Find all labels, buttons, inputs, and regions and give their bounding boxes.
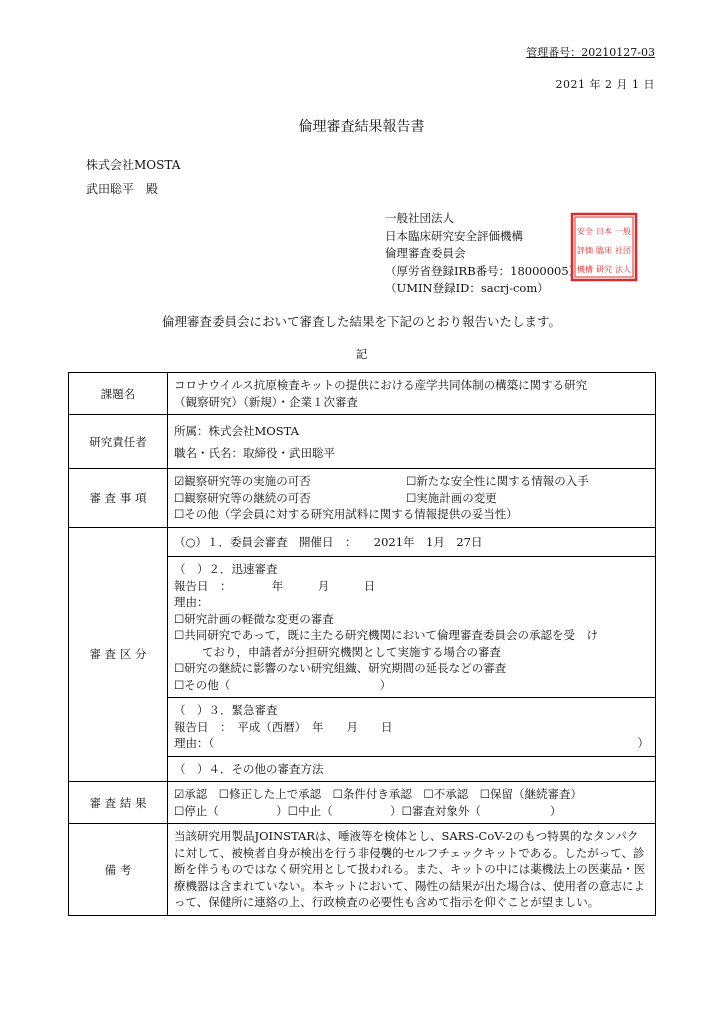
review-item-checkbox[interactable]: ☐新たな安全性に関する情報の入手 [406,474,589,488]
ki-marker: 記 [355,347,368,361]
emergency-title: （ ）３．緊急審査 [174,703,278,717]
recipient-person: 武田聡平 殿 [86,182,159,196]
issuer-line: （厚労省登録IRB番号：18000005） [385,263,581,278]
result-options[interactable]: ☑承認 ☐修正した上で承認 ☐条件付き承認 ☐不承認 ☐保留（継続審査） [174,787,583,801]
seal-glyph: 研究 [596,265,612,274]
intro-statement: 倫理審査委員会において審査した結果を下記のとおり報告いたします。 [161,314,561,329]
review-type-content [168,527,656,782]
table-row [69,469,656,528]
seal-glyph: 機構 [577,265,593,274]
issuer-block [385,210,580,298]
result-content [168,782,656,824]
table-row [69,824,656,916]
review-item-checkbox[interactable]: ☐その他（学会員に対する研究用試料に関する情報提供の妥当性） [174,507,518,521]
expedited-review [168,557,655,698]
seal-glyph: 一般 [615,227,631,236]
seal-glyph: 日本 [596,227,612,236]
topic-line: コロナウイルス抗原検査キットの提供における産学共同体制の構築に関する研究 [174,378,588,392]
investigator-content [168,415,656,469]
expedited-title: （ ）２．迅速審査 [174,562,278,576]
seal-glyph: 安全 [577,227,593,236]
expedited-reason: 理由： [174,595,209,609]
seal-glyph: 評価 [577,246,593,255]
official-seal-icon [570,212,638,282]
topic-content [168,373,656,415]
investigator-label: 研究責任者 [69,415,168,469]
seal-glyph: 社団 [615,246,631,255]
recipient-company: 株式会社MOSTA [86,158,181,172]
management-number: 管理番号：20210127-03 [526,46,655,59]
investigator-name: 職名・氏名：取締役・武田聡平 [174,445,335,460]
remarks-text: 当該研究用製品JOINSTARは、唾液等を検体とし、SARS-CoV-2のもつ特異的なタンパクに対して、被検者自身が検出を行う非侵襲的セルフチェックキットである。したがって、診断を伴うものではなく研究用として扱われる。また、キットの中には薬機法上の医薬品・医療機器は含まれていない。本キットにおいて、陽性の結果が出た場合は、使用者の意志によって、保健所に連絡の上、行政検査の必要性も含めて指示を仰ぐことが望ましい。 [168,824,656,916]
table-row [69,373,656,415]
document-title: 倫理審査結果報告書 [298,119,425,135]
table-row [69,782,656,824]
review-result-table [68,372,656,916]
result-label: 審 査 結 果 [69,782,168,824]
seal-glyph: 臨床 [596,246,612,255]
issuer-line: 一般社団法人 [385,211,454,225]
emergency-date: 報告日 ： 平成（西暦） 年 月 日 [174,719,393,734]
seal-glyph: 法人 [615,265,631,274]
issuer-line: 日本臨床研究安全評価機構 [385,228,523,243]
committee-review: （○）１．委員会審査 開催日 ： 2021年 1月 27日 [168,528,655,558]
review-items-label: 審 査 事 項 [69,469,168,528]
issuer-line: （UMIN登録ID：sacrj-com） [385,281,549,295]
topic-label: 課題名 [69,373,168,415]
issuer-line: 倫理審査委員会 [385,246,466,260]
report-date: 2021 年 2 月 1 日 [555,78,655,91]
other-review: （ ）４．その他の審査方法 [174,761,324,776]
emergency-reason [174,735,649,752]
review-item-checkbox[interactable]: ☐実施計画の変更 [406,490,497,505]
emergency-reason-right: ） [637,736,649,750]
table-row [69,415,656,469]
expedited-option-cont: ており，申請者が分担研究機関として実施する場合の審査 [202,644,501,659]
investigator-affiliation: 所属：株式会社MOSTA [174,423,299,438]
table-row [69,527,656,782]
expedited-option[interactable]: ☐研究計画の軽微な変更の審査 [174,611,334,626]
expedited-date: 報告日 ： 年 月 日 [174,578,376,593]
emergency-review [168,698,655,757]
expedited-option[interactable]: ☐その他（ ） [174,677,392,692]
review-item-checkbox[interactable]: ☑観察研究等の実施の可否 [174,474,311,488]
expedited-option[interactable]: ☐研究の継続に影響のない研究組織、研究期間の延長などの審査 [174,661,507,675]
result-options[interactable]: ☐停止（ ）☐中止（ ）☐審査対象外（ ） [174,803,562,818]
review-item-checkbox[interactable]: ☐観察研究等の継続の可否 [174,490,311,505]
topic-line: （観察研究）（新規）・企業１次審査 [174,394,358,409]
expedited-option[interactable]: ☐共同研究であって，既に主たる研究機関において倫理審査委員会の承認を受 け [174,628,598,642]
remarks-label: 備 考 [69,824,168,916]
emergency-reason-left: 理由：（ [174,736,215,750]
review-items-content [168,469,656,528]
review-type-label: 審 査 区 分 [69,527,168,782]
